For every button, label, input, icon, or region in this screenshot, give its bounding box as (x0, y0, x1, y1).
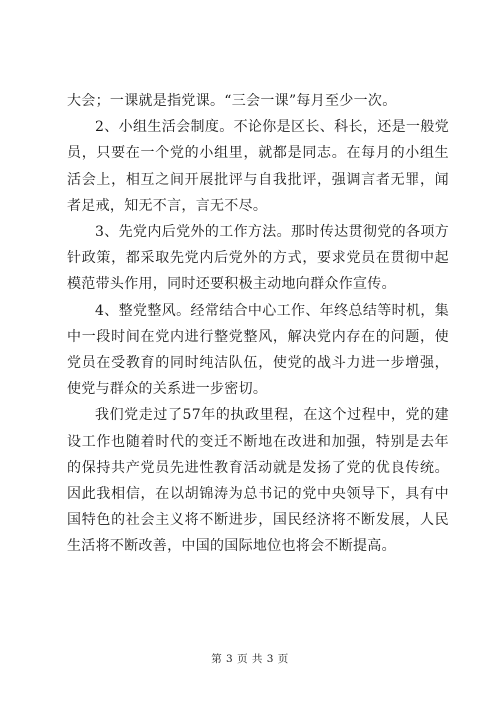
paragraph-work-method: 3、先党内后党外的工作方法。那时传达贯彻党的各项方针政策，都采取先党内后党外的方式，要求党员在贯彻中起模范带头作用，同时还要积极主动地向群众作宣传。 (67, 224, 449, 293)
paragraph-group-meeting: 2、小组生活会制度。不论你是区长、科长，还是一般党员，只要在一个党的小组里，就都是同志。在每月的小组生活会上，相互之间开展批评与自我批评，强调言者无罪，闻者足戒，知无不言，言无不尽。 (67, 119, 449, 214)
document-body (67, 88, 449, 560)
paragraph-continuation: 大会；一课就是指党课。“三会一课”每月至少一次。 (67, 93, 397, 109)
page-number-footer: 第 3 页 共 3 页 (211, 653, 289, 665)
paragraph-rectification: 4、整党整风。经常结合中心工作、年终总结等时机，集中一段时间在党内进行整党整风，解决党内存在的问题，使党员在受教育的同时纯洁队伍，使党的战斗力进一步增强，使党与群众的关系进一步密切。 (67, 302, 449, 398)
paragraph-conclusion: 我们党走过了57年的执政里程，在这个过程中，党的建设工作也随着时代的变迁不断地在改进和加强，特别是去年的保持共产党员先进性教育活动就是发扬了党的优良传统。因此我相信，在以胡锦涛为总书记的党中央领导下，具有中国特色的社会主义将不断进步，国民经济将不断发展，人民生活将不断改善，中国的国际地位也将会不断提高。 (67, 407, 449, 555)
